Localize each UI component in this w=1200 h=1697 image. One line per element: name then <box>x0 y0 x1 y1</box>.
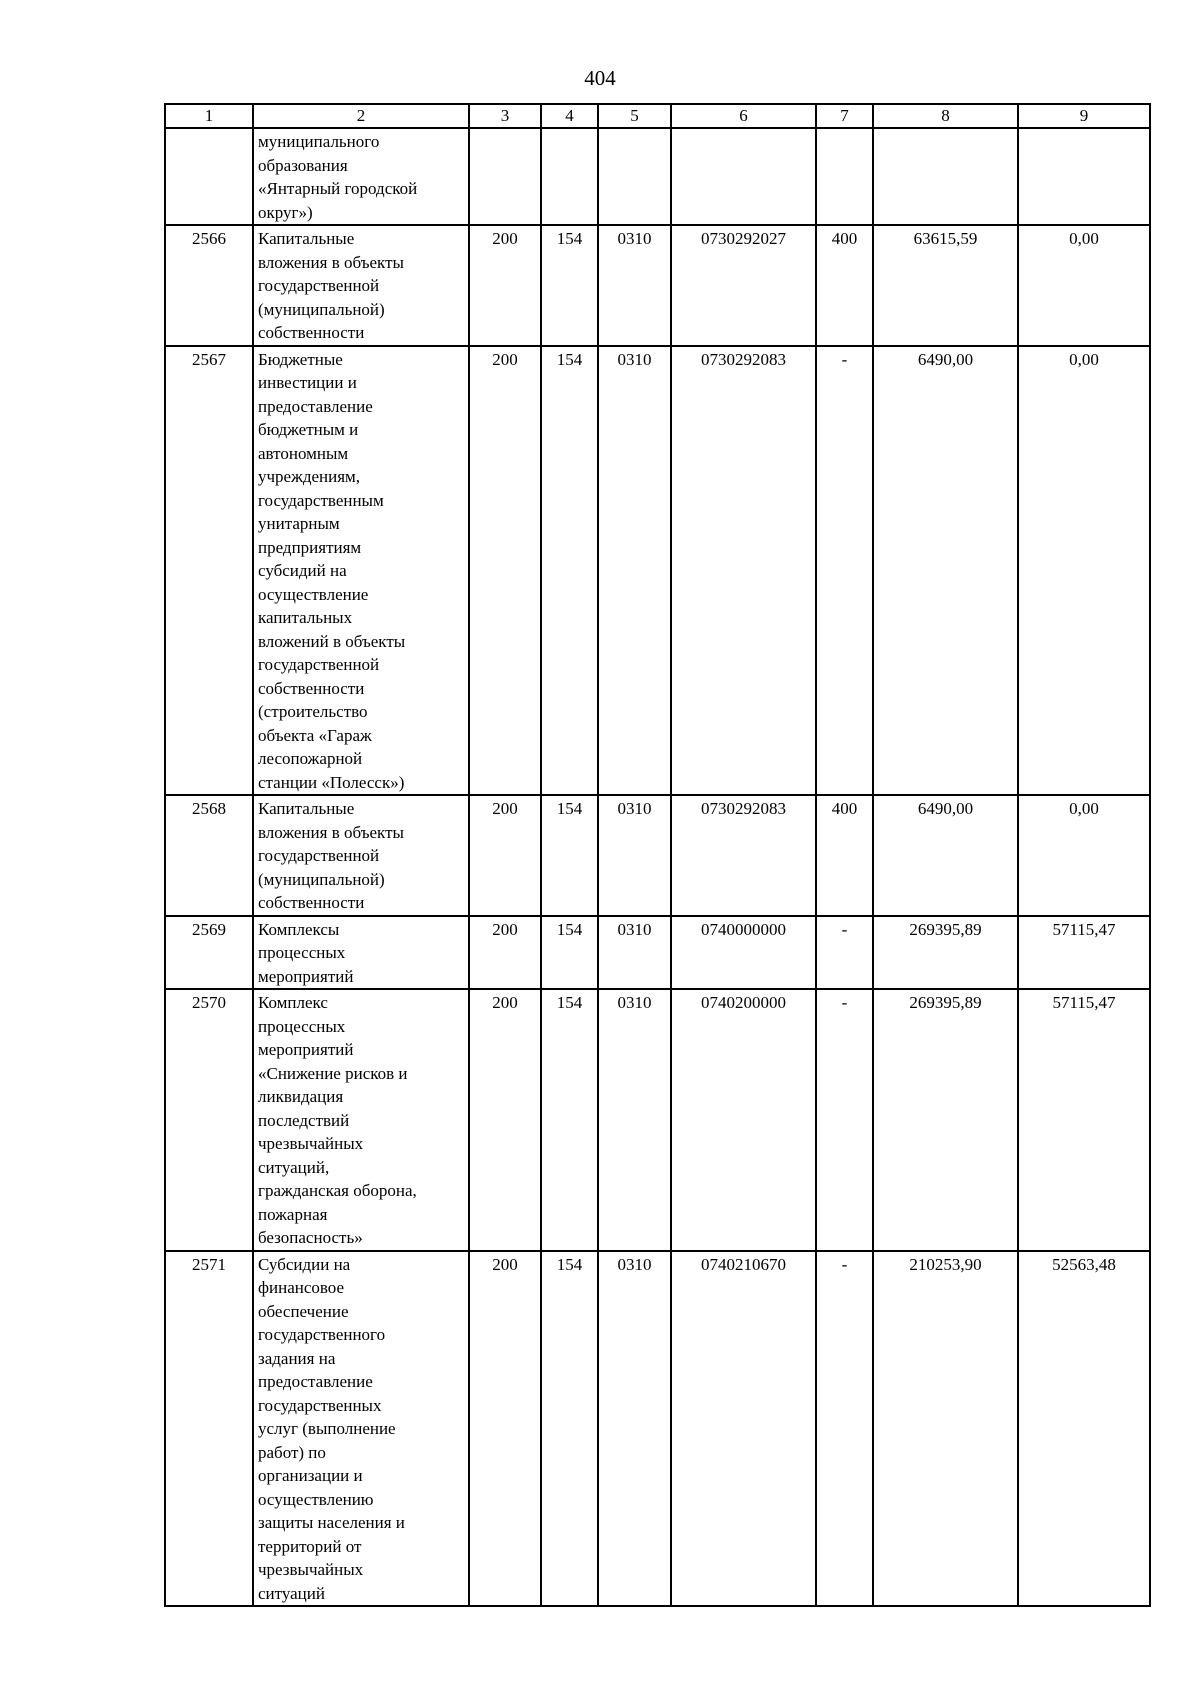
table-row <box>165 989 1150 1251</box>
cell-col5: 0310 <box>598 346 671 796</box>
cell-col7 <box>816 128 873 225</box>
cell-col6: 0730292027 <box>671 225 816 346</box>
cell-col9: 57115,47 <box>1018 916 1150 990</box>
cell-col5: 0310 <box>598 916 671 990</box>
cell-col8: 269395,89 <box>873 989 1018 1251</box>
row-number: 2568 <box>165 795 253 916</box>
cell-col4: 154 <box>541 225 598 346</box>
cell-col6: 0730292083 <box>671 346 816 796</box>
cell-col6: 0730292083 <box>671 795 816 916</box>
cell-col4: 154 <box>541 346 598 796</box>
cell-col7: - <box>816 916 873 990</box>
cell-col4: 154 <box>541 916 598 990</box>
cell-col7: - <box>816 989 873 1251</box>
table-row <box>165 916 1150 990</box>
cell-col7: 400 <box>816 795 873 916</box>
cell-col8: 269395,89 <box>873 916 1018 990</box>
cell-col4 <box>541 128 598 225</box>
table-header-row <box>165 104 1150 128</box>
row-number: 2567 <box>165 346 253 796</box>
cell-col4: 154 <box>541 795 598 916</box>
cell-col5: 0310 <box>598 795 671 916</box>
column-header: 6 <box>671 104 816 128</box>
table-row <box>165 225 1150 346</box>
cell-col9: 0,00 <box>1018 795 1150 916</box>
cell-col9: 57115,47 <box>1018 989 1150 1251</box>
cell-col6: 0740000000 <box>671 916 816 990</box>
cell-col7: - <box>816 346 873 796</box>
cell-col9 <box>1018 128 1150 225</box>
table-row <box>165 346 1150 796</box>
column-header: 5 <box>598 104 671 128</box>
table-row <box>165 795 1150 916</box>
cell-col9: 0,00 <box>1018 346 1150 796</box>
row-name: Субсидии на финансовое обеспечение государственного задания на предоставление государственных услуг (выполнение работ) по организации и осуществлению защиты населения и территорий от чрезвычайных ситуаций <box>253 1251 469 1607</box>
cell-col5: 0310 <box>598 225 671 346</box>
row-number: 2566 <box>165 225 253 346</box>
cell-col7: - <box>816 1251 873 1607</box>
page-number: 404 <box>584 66 616 90</box>
cell-col9: 52563,48 <box>1018 1251 1150 1607</box>
table-body <box>165 128 1150 1606</box>
row-name: муниципального образования «Янтарный городской округ») <box>253 128 469 225</box>
cell-col5: 0310 <box>598 1251 671 1607</box>
row-name: Комплекс процессных мероприятий «Снижение рисков и ликвидация последствий чрезвычайных ситуаций, гражданская оборона, пожарная безопасность» <box>253 989 469 1251</box>
cell-col9: 0,00 <box>1018 225 1150 346</box>
cell-col3: 200 <box>469 989 541 1251</box>
cell-col8: 6490,00 <box>873 795 1018 916</box>
column-header: 4 <box>541 104 598 128</box>
row-name: Бюджетные инвестиции и предоставление бюджетным и автономным учреждениям, государственным унитарным предприятиям субсидий на осуществление капитальных вложений в объекты государственной собственности (строительство объекта «Гараж лесопожарной станции «Полесск») <box>253 346 469 796</box>
column-header: 7 <box>816 104 873 128</box>
cell-col5 <box>598 128 671 225</box>
row-number <box>165 128 253 225</box>
cell-col3: 200 <box>469 916 541 990</box>
cell-col3: 200 <box>469 225 541 346</box>
cell-col6 <box>671 128 816 225</box>
row-name: Капитальные вложения в объекты государственной (муниципальной) собственности <box>253 225 469 346</box>
row-number: 2569 <box>165 916 253 990</box>
cell-col3: 200 <box>469 795 541 916</box>
cell-col3 <box>469 128 541 225</box>
cell-col4: 154 <box>541 989 598 1251</box>
column-header: 8 <box>873 104 1018 128</box>
cell-col3: 200 <box>469 1251 541 1607</box>
cell-col4: 154 <box>541 1251 598 1607</box>
cell-col8: 63615,59 <box>873 225 1018 346</box>
cell-col3: 200 <box>469 346 541 796</box>
table-row <box>165 1251 1150 1607</box>
cell-col8 <box>873 128 1018 225</box>
budget-table <box>164 103 1151 1607</box>
row-name: Комплексы процессных мероприятий <box>253 916 469 990</box>
column-header: 2 <box>253 104 469 128</box>
row-name: Капитальные вложения в объекты государственной (муниципальной) собственности <box>253 795 469 916</box>
row-number: 2570 <box>165 989 253 1251</box>
table-row <box>165 128 1150 225</box>
column-header: 1 <box>165 104 253 128</box>
column-header: 3 <box>469 104 541 128</box>
cell-col6: 0740210670 <box>671 1251 816 1607</box>
cell-col6: 0740200000 <box>671 989 816 1251</box>
cell-col8: 210253,90 <box>873 1251 1018 1607</box>
cell-col8: 6490,00 <box>873 346 1018 796</box>
column-header: 9 <box>1018 104 1150 128</box>
cell-col7: 400 <box>816 225 873 346</box>
cell-col5: 0310 <box>598 989 671 1251</box>
row-number: 2571 <box>165 1251 253 1607</box>
